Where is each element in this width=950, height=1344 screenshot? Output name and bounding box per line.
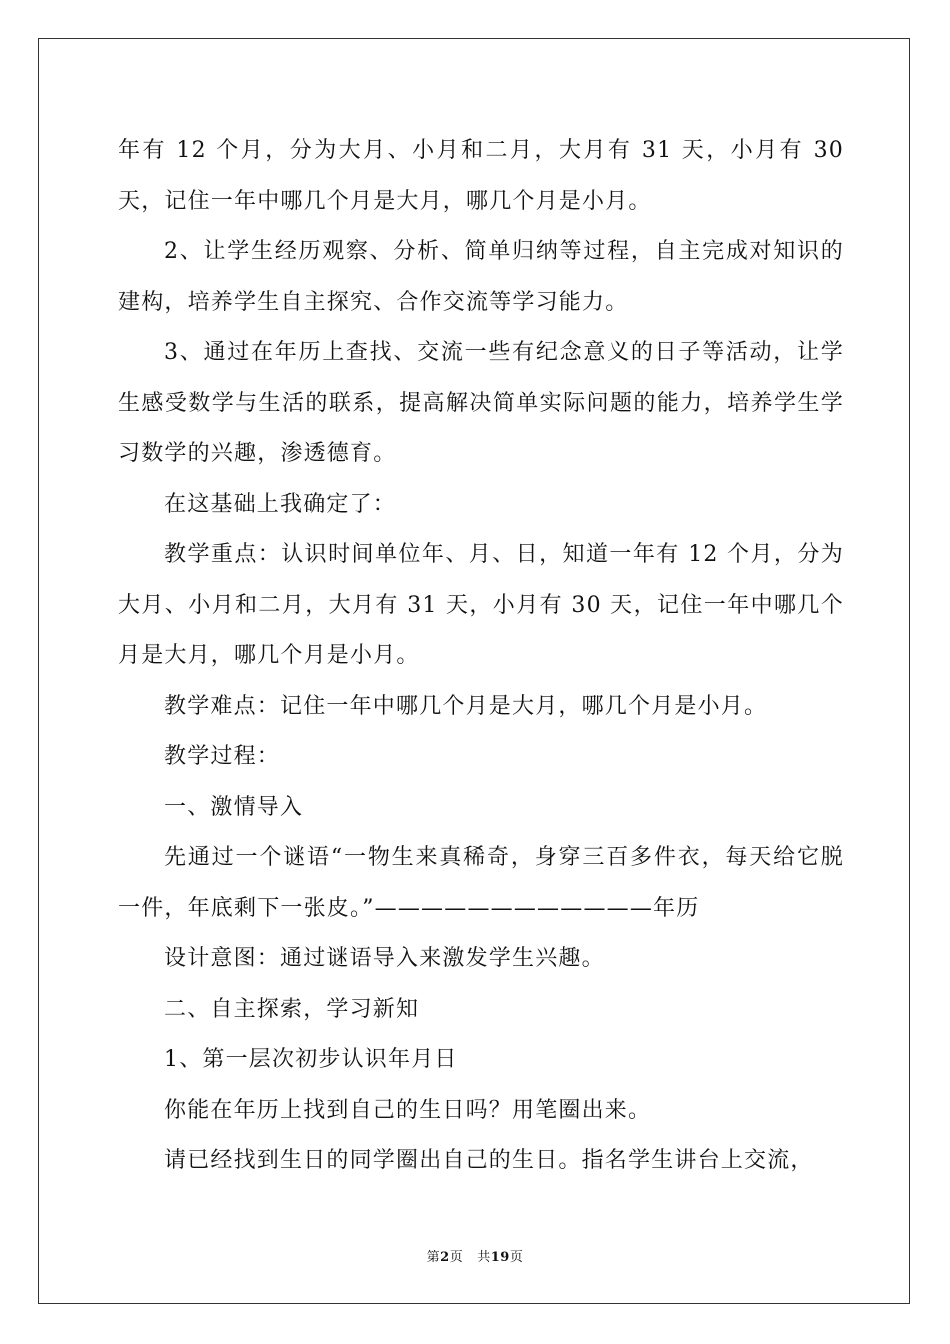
paragraph-1: 年有 12 个月，分为大月、小月和二月，大月有 31 天，小月有 30 天，记住一年中哪几个月是大月，哪几个月是小月。 [118, 138, 844, 214]
paragraph-2: 2、让学生经历观察、分析、简单归纳等过程，自主完成对知识的建构，培养学生自主探究、合作交流等学习能力。 [118, 239, 844, 315]
footer-page-number: 2 [440, 1250, 450, 1265]
paragraph-3: 3、通过在年历上查找、交流一些有纪念意义的日子等活动，让学生感受数学与生活的联系，提高解决简单实际问题的能力，培养学生学习数学的兴趣，渗透德育。 [118, 340, 844, 466]
paragraph-10: 设计意图：通过谜语导入来激发学生兴趣。 [164, 946, 605, 971]
page-footer [0, 1246, 950, 1265]
footer-total-suffix: 页 [509, 1250, 524, 1265]
paragraph-14: 请已经找到生日的同学圈出自己的生日。指名学生讲台上交流， [164, 1148, 814, 1173]
paragraph-4: 在这基础上我确定了： [164, 491, 397, 517]
footer-page-suffix: 页 [449, 1250, 464, 1265]
footer-total-number: 19 [490, 1250, 510, 1265]
paragraph-9: 先通过一个谜语“一物生来真稀奇，身穿三百多件衣，每天给它脱一件，年底剩下一张皮。”————————————年历 [118, 845, 844, 921]
footer-page-prefix: 第 [426, 1250, 441, 1265]
paragraph-5: 教学重点：认识时间单位年、月、日，知道一年有 12 个月，分为大月、小月和二月，大月有 31 天，小月有 30 天，记住一年中哪几个月是大月，哪几个月是小月。 [118, 542, 844, 668]
paragraph-12: 1、第一层次初步认识年月日 [164, 1047, 458, 1072]
paragraph-11: 二、自主探索，学习新知 [164, 996, 420, 1022]
paragraph-6: 教学难点：记住一年中哪几个月是大月，哪几个月是小月。 [164, 693, 768, 719]
footer-total-prefix: 共 [477, 1250, 491, 1265]
document-body [118, 126, 844, 1187]
paragraph-8: 一、激情导入 [164, 794, 304, 820]
paragraph-7: 教学过程： [164, 744, 281, 769]
paragraph-13: 你能在年历上找到自己的生日吗？用笔圈出来。 [164, 1097, 652, 1123]
